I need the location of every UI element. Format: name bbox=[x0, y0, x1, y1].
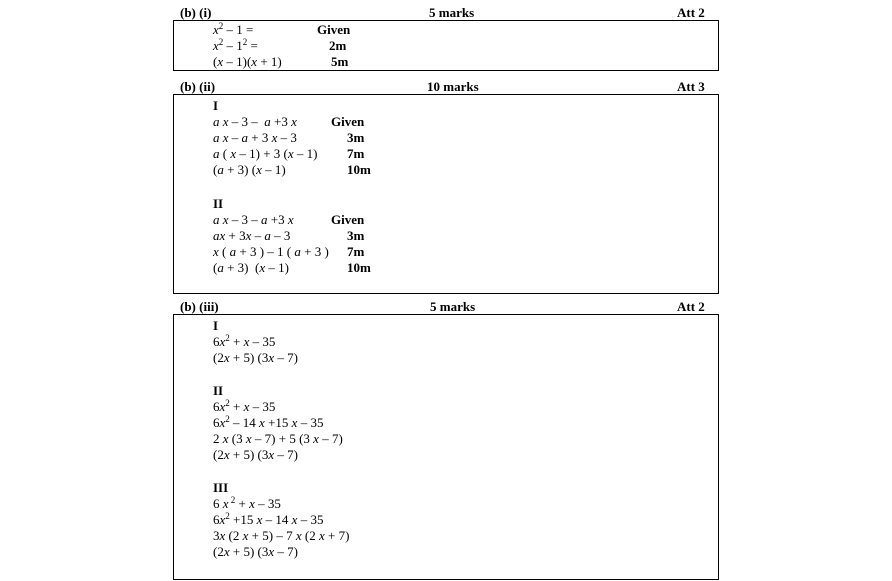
section-marks: 5 marks bbox=[430, 299, 476, 314]
math-line: a ( x – 1) + 3 (x – 1) bbox=[213, 146, 318, 161]
math-line: $x^2 - 1^2$ = bbox=[213, 37, 258, 53]
solution-box-b-i bbox=[173, 20, 719, 71]
mark-given: Given bbox=[331, 212, 365, 227]
math-line: (2x + 5) (3x – 7) bbox=[213, 350, 298, 365]
math-line: a x – a + 3 x – 3 bbox=[213, 130, 297, 145]
section-label: (b) (iii) bbox=[180, 299, 219, 314]
math-line: $6x^2 + x - 35$ bbox=[213, 333, 276, 349]
section-label: (b) (ii) bbox=[180, 79, 216, 94]
solution-box-b-iii bbox=[173, 314, 719, 580]
section-attempt: Att 3 bbox=[677, 79, 705, 94]
math-line: a x – 3 – a +3 x bbox=[213, 212, 294, 227]
math-line: 6 x $^2$ + x – 35 bbox=[213, 495, 281, 511]
mark-2m: 2m bbox=[329, 38, 347, 53]
method-label: I bbox=[213, 318, 219, 333]
mark-3m: 3m bbox=[347, 228, 365, 243]
section-attempt: Att 2 bbox=[677, 5, 705, 20]
math-line: (a + 3) (x – 1) bbox=[213, 162, 286, 177]
math-line: $6x^2 +15$ x – 14 x – 35 bbox=[213, 511, 324, 527]
math-line: x ( a + 3 ) – 1 ( a + 3 ) bbox=[213, 244, 329, 259]
method-label: II bbox=[213, 383, 224, 398]
math-line: (2x + 5) (3x – 7) bbox=[213, 544, 298, 559]
mark-given: Given bbox=[317, 22, 351, 37]
math-line: 3x (2 x + 5) – 7 x (2 x + 7) bbox=[213, 528, 350, 543]
section-marks: 10 marks bbox=[427, 79, 479, 94]
mark-10m: 10m bbox=[347, 162, 371, 177]
mark-7m: 7m bbox=[347, 146, 365, 161]
math-line: $6x^2 + x - 35$ bbox=[213, 398, 276, 414]
math-line: ax + 3x – a – 3 bbox=[213, 228, 291, 243]
math-line: 2 x (3 x – 7) + 5 (3 x – 7) bbox=[213, 431, 343, 446]
math-line: $6x^2 - 14$ x +15 x – 35 bbox=[213, 414, 324, 430]
section-header-b-i bbox=[174, 6, 720, 20]
section-marks: 5 marks bbox=[429, 5, 475, 20]
mark-given: Given bbox=[331, 114, 365, 129]
mark-7m: 7m bbox=[347, 244, 365, 259]
method-label: II bbox=[213, 196, 224, 211]
section-header-b-iii bbox=[174, 300, 720, 314]
section-attempt: Att 2 bbox=[677, 299, 705, 314]
solution-box-b-ii bbox=[173, 94, 719, 294]
math-line: $x^2 - 1$ = bbox=[213, 21, 254, 37]
section-header-b-ii bbox=[174, 80, 720, 94]
math-line: (2x + 5) (3x – 7) bbox=[213, 447, 298, 462]
method-label: I bbox=[213, 98, 219, 113]
method-label: III bbox=[213, 480, 229, 495]
mark-10m: 10m bbox=[347, 260, 371, 275]
section-label: (b) (i) bbox=[180, 5, 212, 20]
mark-5m: 5m bbox=[331, 54, 349, 69]
math-line: (a + 3) (x – 1) bbox=[213, 260, 289, 275]
math-line: a x – 3 – a +3 x bbox=[213, 114, 297, 129]
mark-3m: 3m bbox=[347, 130, 365, 145]
math-line: (x – 1)(x + 1) bbox=[213, 54, 282, 69]
